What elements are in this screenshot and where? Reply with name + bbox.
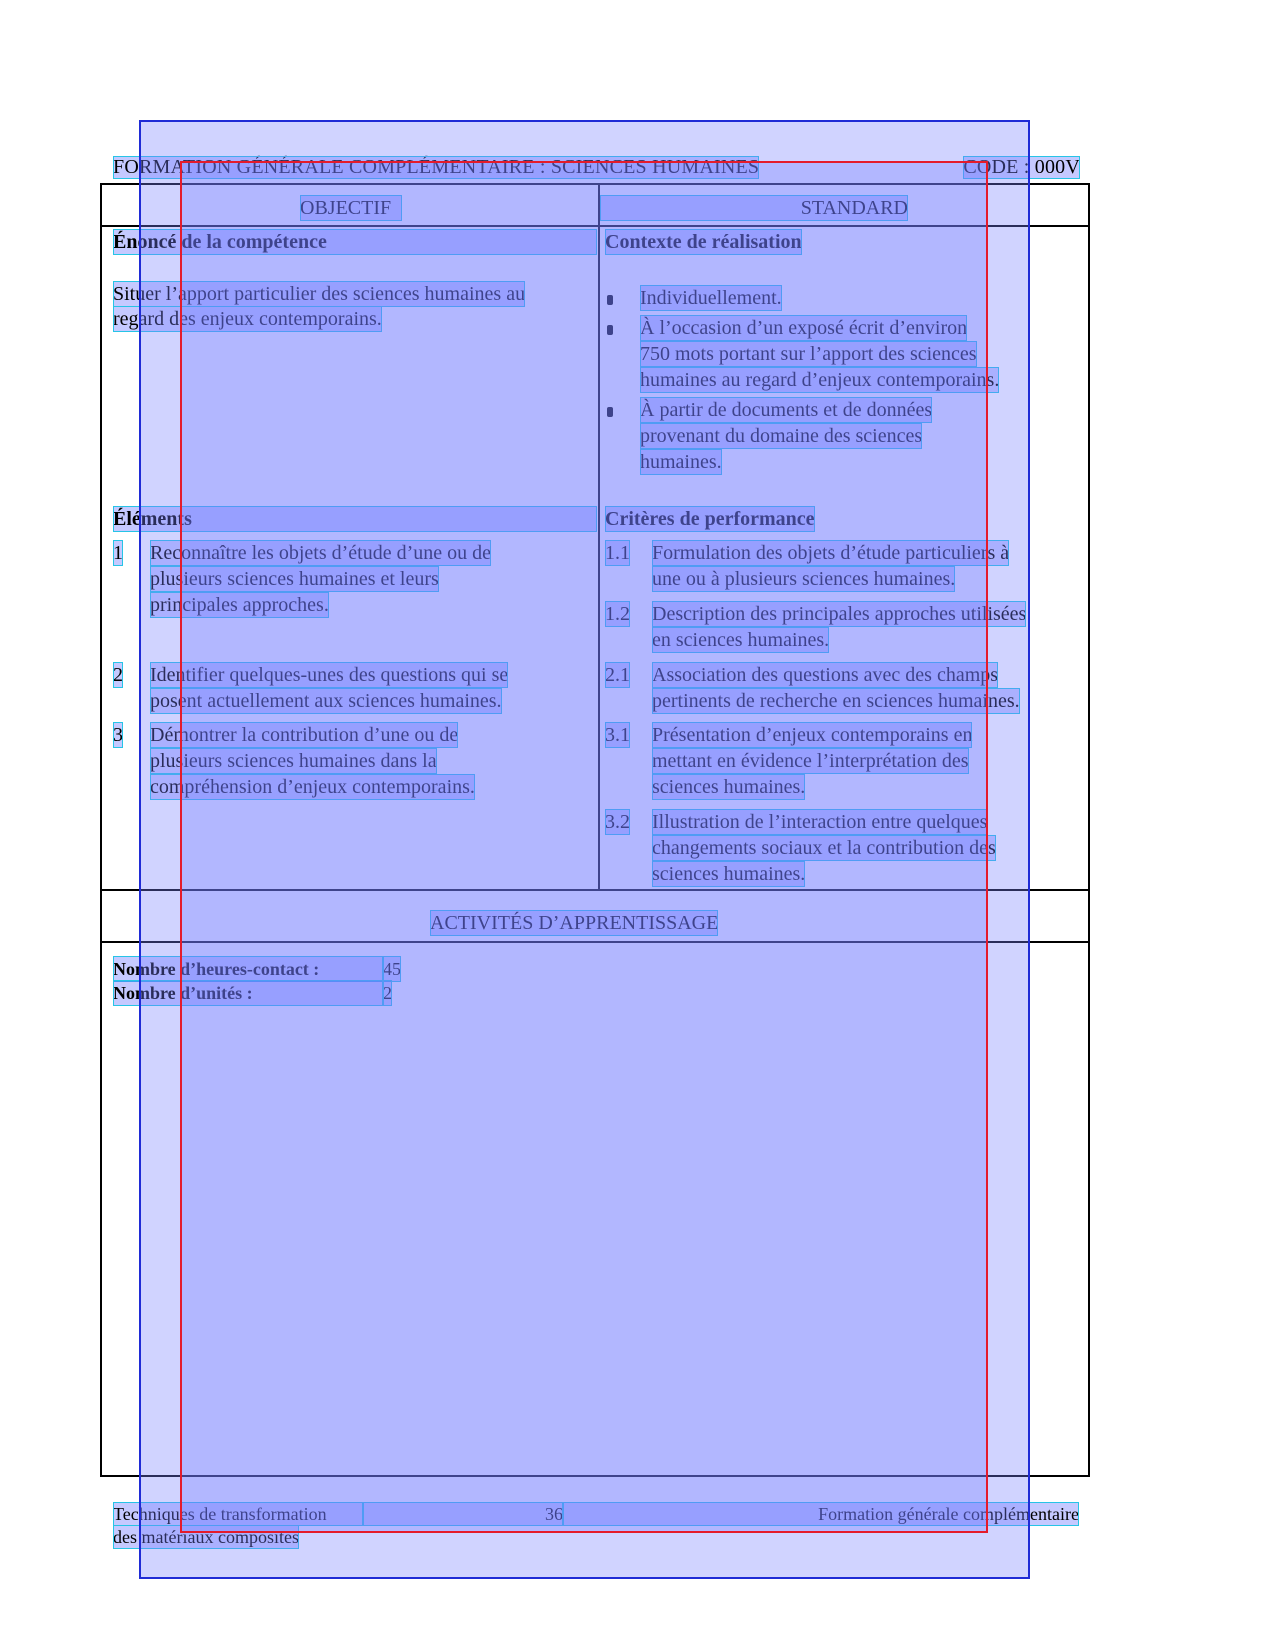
table-divider <box>102 225 1088 227</box>
document-header <box>113 156 1080 182</box>
contexte-item-line: humaines. <box>640 451 722 473</box>
footer-program-line: Techniques de transformation <box>113 1502 363 1526</box>
critere-line: sciences humaines. <box>652 863 806 885</box>
bullet-icon <box>607 295 613 305</box>
header-code: CODE : 000V <box>963 156 1080 178</box>
element-line: principales approches. <box>150 594 329 616</box>
footer-program-line: des matériaux composites <box>113 1527 299 1547</box>
criteres-heading: Critères de performance <box>605 508 815 530</box>
enonce-line: regard des enjeux contemporains. <box>113 308 382 330</box>
bullet-icon <box>607 407 613 417</box>
contexte-item-line: Individuellement. <box>640 287 782 309</box>
critere-line: en sciences humaines. <box>652 629 830 651</box>
element-line: plusieurs sciences humaines et leurs <box>150 568 439 590</box>
unites-label: Nombre d’unités : <box>113 980 383 1006</box>
column-divider <box>598 185 600 889</box>
footer-right-title: Formation générale complémentaire <box>563 1502 1079 1526</box>
critere-line: Présentation d’enjeux contemporains en <box>652 724 973 746</box>
critere-line: mettant en évidence l’interprétation des <box>652 750 969 772</box>
table-divider <box>102 941 1088 943</box>
critere-line: Description des principales approches utilisées <box>652 603 1027 625</box>
column-heading-objectif: OBJECTIF <box>300 195 402 221</box>
critere-line: Formulation des objets d’étude particuliers à <box>652 542 1010 564</box>
enonce-heading: Énoncé de la compétence <box>113 229 597 255</box>
activites-heading: ACTIVITÉS D’APPRENTISSAGE <box>430 912 719 934</box>
element-number: 1 <box>113 542 123 564</box>
critere-number: 1.1 <box>605 542 630 564</box>
contexte-item-line: À partir de documents et de données <box>640 399 933 421</box>
contexte-item-line: humaines au regard d’enjeux contemporains. <box>640 369 1000 391</box>
critere-number: 3.1 <box>605 724 630 746</box>
contexte-item-line: 750 mots portant sur l’apport des sciences <box>640 343 977 365</box>
column-heading-standard: STANDARD <box>600 195 908 221</box>
critere-line: pertinents de recherche en sciences humaines. <box>652 690 1020 712</box>
element-line: Démontrer la contribution d’une ou de <box>150 724 459 746</box>
element-number: 3 <box>113 724 123 746</box>
header-title: FORMATION GÉNÉRALE COMPLÉMENTAIRE : SCIENCES HUMAINES <box>113 156 760 178</box>
table-divider <box>102 889 1088 891</box>
contexte-heading: Contexte de réalisation <box>605 231 802 253</box>
critere-number: 3.2 <box>605 811 630 833</box>
heures-label: Nombre d’heures-contact : <box>113 956 383 982</box>
contexte-item-line: provenant du domaine des sciences <box>640 425 923 447</box>
heures-value: 45 <box>383 956 401 982</box>
critere-line: sciences humaines. <box>652 776 806 798</box>
element-line: compréhension d’enjeux contemporains. <box>150 776 475 798</box>
contexte-item-line: À l’occasion d’un exposé écrit d’environ <box>640 317 968 339</box>
element-number: 2 <box>113 664 123 686</box>
critere-line: une ou à plusieurs sciences humaines. <box>652 568 956 590</box>
element-line: Identifier quelques-unes des questions qui se <box>150 664 509 686</box>
elements-heading: Éléments <box>113 506 597 532</box>
enonce-line: Situer l’apport particulier des sciences humaines au <box>113 283 526 305</box>
critere-line: Illustration de l’interaction entre quelques <box>652 811 988 833</box>
element-line: Reconnaître les objets d’étude d’une ou de <box>150 542 491 564</box>
footer-page-number: 36 <box>363 1502 563 1526</box>
unites-value: 2 <box>383 980 392 1006</box>
element-line: plusieurs sciences humaines dans la <box>150 750 437 772</box>
element-line: posent actuellement aux sciences humaines. <box>150 690 502 712</box>
critere-number: 1.2 <box>605 603 630 625</box>
critere-line: Association des questions avec des champs <box>652 664 999 686</box>
critere-line: changements sociaux et la contribution des <box>652 837 996 859</box>
bullet-icon <box>607 325 613 335</box>
critere-number: 2.1 <box>605 664 630 686</box>
